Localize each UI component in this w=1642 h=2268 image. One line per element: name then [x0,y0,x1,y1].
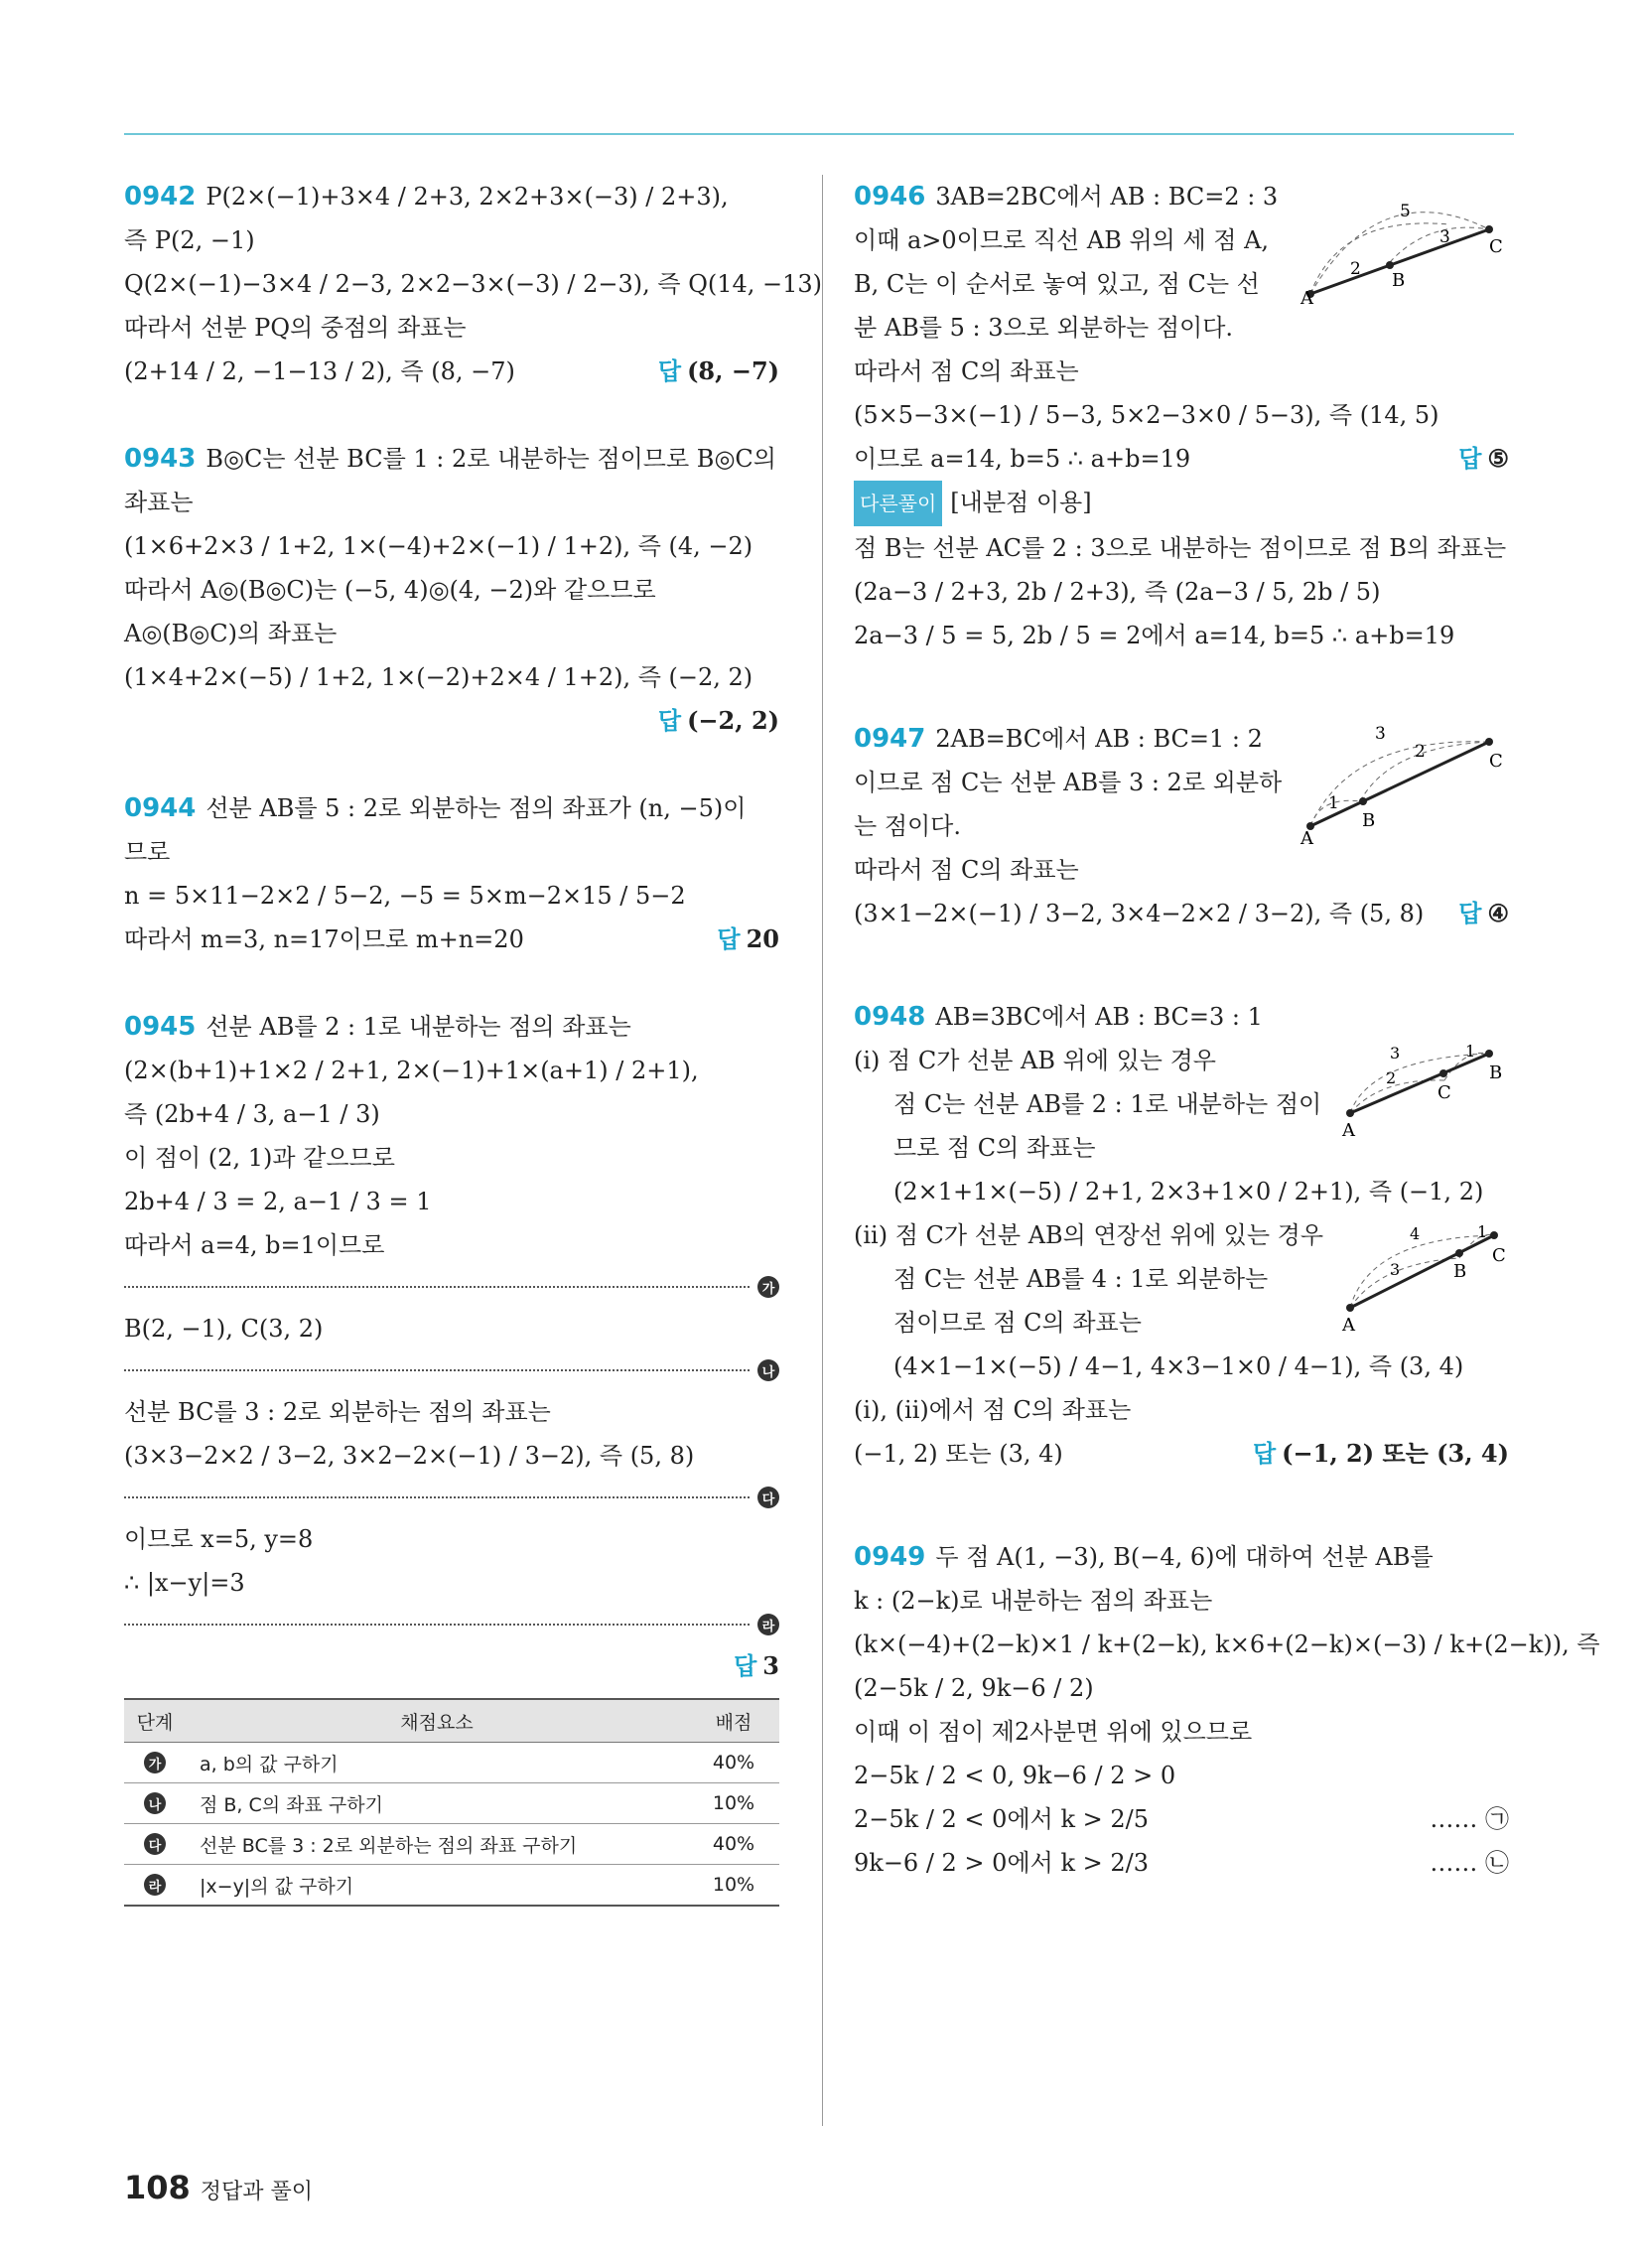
ratio-label: 3 [1375,724,1386,744]
solution-line: 2AB=BC에서 AB : BC=1 : 2 [935,725,1263,753]
solution-line: A◎(B◎C)의 좌표는 [124,620,338,647]
table-header: 배점 [688,1699,779,1743]
solution-line: 두 점 A(1, −3), B(−4, 6)에 대하여 선분 AB를 [935,1543,1434,1571]
problem-0945 [124,1005,779,1907]
answer-label: 답 [734,1652,757,1680]
table-cell: 40% [688,1743,779,1783]
equation-marker: …… ㉡ [1430,1849,1509,1877]
solution-line: 9k−6 / 2 > 0에서 k > 2/3 [854,1849,1149,1877]
solution-line: 점이므로 점 C의 좌표는 [893,1309,1142,1337]
solution-line: 점 B는 선분 AC를 2 : 3으로 내분하는 점이므로 점 B의 좌표는 [854,534,1507,562]
ratio-label: 3 [1439,227,1450,247]
step-marker: 나 [144,1792,166,1814]
solution-line: 따라서 A◎(B◎C)는 (−5, 4)◎(4, −2)와 같으므로 [124,576,656,604]
answer-value: (8, −7) [687,356,779,385]
equation-marker: …… ㉠ [1430,1805,1509,1833]
solution-line: 즉 P(2, −1) [124,226,255,254]
column-divider [822,175,823,2126]
left-column [124,175,823,1950]
point-label: B [1362,810,1376,831]
problem-0944 [124,786,779,961]
answer-label: 답 [1458,445,1482,473]
solution-line: (2a−3 / 2+3, 2b / 2+3), 즉 (2a−3 / 5, 2b / 5) [854,578,1381,606]
solution-line: (2×1+1×(−5) / 2+1, 2×3+1×0 / 2+1), 즉 (−1, 2) [893,1178,1484,1205]
point-label: B [1392,270,1406,291]
solution-line: 분 AB를 5 : 3으로 외분하는 점이다. [854,314,1234,342]
solution-line: (k×(−4)+(2−k)×1 / k+(2−k), k×6+(2−k)×(−3) / k+(2−k)), 즉 [854,1630,1600,1658]
ratio-label: 1 [1328,793,1339,813]
problem-number: 0945 [124,1012,197,1042]
ratio-label: 3 [1390,1044,1401,1063]
solution-line: 따라서 점 C의 좌표는 [854,357,1079,385]
answer [1253,1432,1509,1476]
step-marker: 라 [757,1614,779,1635]
solution-line: 는 점이다. [854,812,961,840]
ratio-label: 2 [1350,259,1361,279]
solution-line: 선분 AB를 5 : 2로 외분하는 점의 좌표가 (n, −5)이 [205,794,747,822]
problem-0948 [854,995,1509,1476]
solution-line: (1×4+2×(−5) / 1+2, 1×(−2)+2×4 / 1+2), 즉 (−2, 2) [124,663,753,691]
segment-diagram [1281,717,1509,846]
solution-line: 므로 [124,838,171,866]
scoring-table [124,1698,779,1907]
solution-line: 따라서 점 C의 좌표는 [854,856,1079,884]
solution-line: 따라서 선분 PQ의 중점의 좌표는 [124,314,467,342]
problem-number: 0946 [854,182,926,212]
answer [124,699,779,743]
table-cell: 점 B, C의 좌표 구하기 [186,1783,688,1824]
table-row [124,1743,779,1783]
answer-value: (−1, 2) 또는 (3, 4) [1282,1439,1509,1468]
solution-line: 2a−3 / 5 = 5, 2b / 5 = 2에서 a=14, b=5 ∴ a+b=19 [854,622,1455,649]
problem-0949 [854,1535,1600,1885]
segment-diagram [1330,1039,1509,1148]
answer-value: ④ [1487,899,1509,927]
solution-line: 즉 (2b+4 / 3, a−1 / 3) [124,1100,380,1128]
table-cell: 10% [688,1865,779,1907]
ratio-label: 1 [1465,1042,1476,1061]
solution-line: 점 C는 선분 AB를 2 : 1로 내분하는 점이 [893,1090,1322,1118]
solution-line: 이 점이 (2, 1)과 같으므로 [124,1144,395,1172]
point-label: C [1489,236,1503,257]
page-footer [124,2169,313,2206]
solution-line: 2−5k / 2 < 0, 9k−6 / 2 > 0 [854,1762,1176,1789]
solution-line: P(2×(−1)+3×4 / 2+3, 2×2+3×(−3) / 2+3), [205,183,729,211]
table-header: 단계 [124,1699,186,1743]
ratio-label: 2 [1415,742,1426,762]
solution-line: (i), (ii)에서 점 C의 좌표는 [854,1396,1132,1424]
solution-line: 이므로 x=5, y=8 [124,1525,314,1553]
answer [658,350,779,393]
solution-line: (2+14 / 2, −1−13 / 2), 즉 (8, −7) [124,357,515,385]
answer-value: 3 [762,1651,779,1680]
top-rule [124,133,1514,135]
solution-line: (2×(b+1)+1×2 / 2+1, 2×(−1)+1×(a+1) / 2+1), [124,1057,699,1084]
point-label: C [1437,1082,1451,1103]
scoring-divider [124,1478,779,1517]
answer-value: 20 [746,924,779,953]
point-label: B [1489,1063,1503,1083]
scoring-divider [124,1605,779,1644]
solution-line: B◎C는 선분 BC를 1 : 2로 내분하는 점이므로 B◎C의 [205,445,776,473]
table-cell: 선분 BC를 3 : 2로 외분하는 점의 좌표 구하기 [186,1824,688,1865]
ratio-label: 5 [1400,202,1411,221]
solution-line: ∴ |x−y|=3 [124,1569,245,1597]
solution-line: (3×1−2×(−1) / 3−2, 3×4−2×2 / 3−2), 즉 (5, 8) [854,900,1425,927]
solution-line: (1×6+2×3 / 1+2, 1×(−4)+2×(−1) / 1+2), 즉 (4, −2) [124,532,753,560]
solution-line: (i) 점 C가 선분 AB 위에 있는 경우 [854,1047,1216,1074]
solution-line: 따라서 m=3, n=17이므로 m+n=20 [124,925,524,953]
problem-number: 0949 [854,1542,926,1572]
table-cell: 10% [688,1783,779,1824]
solution-line: 점 C는 선분 AB를 4 : 1로 외분하는 [893,1265,1269,1293]
solution-line: n = 5×11−2×2 / 5−2, −5 = 5×m−2×15 / 5−2 [124,882,686,910]
point-label: C [1492,1245,1506,1266]
step-marker: 나 [757,1359,779,1381]
answer-value: ⑤ [1487,444,1509,473]
scoring-divider [124,1267,779,1307]
ratio-label: 3 [1390,1260,1401,1279]
solution-line: 선분 AB를 2 : 1로 내분하는 점의 좌표는 [205,1013,631,1041]
point-label: C [1489,751,1503,772]
table-row [124,1824,779,1865]
solution-line: (ii) 점 C가 선분 AB의 연장선 위에 있는 경우 [854,1221,1324,1249]
solution-line: B(2, −1), C(3, 2) [124,1315,324,1343]
point-label: A [1342,1120,1355,1141]
step-marker: 가 [144,1752,166,1773]
answer-label: 답 [1458,900,1482,927]
problem-number: 0947 [854,724,926,754]
solution-line: 3AB=2BC에서 AB : BC=2 : 3 [935,183,1279,211]
solution-line: (5×5−3×(−1) / 5−3, 5×2−3×0 / 5−3), 즉 (14, 5) [854,401,1439,429]
ratio-label: 4 [1410,1224,1421,1243]
scoring-divider [124,1350,779,1390]
answer [1458,892,1509,935]
answer [124,1644,779,1688]
table-row [124,1865,779,1907]
solution-line: 이므로 점 C는 선분 AB를 3 : 2로 외분하 [854,769,1283,796]
solution-line: 선분 BC를 3 : 2로 외분하는 점의 좌표는 [124,1398,551,1426]
problem-0943 [124,437,779,743]
right-column [854,175,1600,1928]
table-cell: a, b의 값 구하기 [186,1743,688,1783]
problem-number: 0942 [124,182,197,212]
problem-number: 0948 [854,1002,926,1032]
answer-label: 답 [657,357,682,385]
solution-line: (4×1−1×(−5) / 4−1, 4×3−1×0 / 4−1), 즉 (3, 4) [893,1352,1464,1380]
solution-line: 따라서 a=4, b=1이므로 [124,1231,385,1259]
problem-number: 0943 [124,444,197,474]
answer-label: 답 [1252,1440,1277,1468]
answer-value: (−2, 2) [687,706,779,735]
table-cell: |x−y|의 값 구하기 [186,1865,688,1907]
alt-solution-title: [내분점 이용] [950,489,1092,516]
page-number: 108 [124,2169,191,2206]
solution-line: AB=3BC에서 AB : BC=3 : 1 [935,1003,1263,1031]
answer-label: 답 [657,707,682,735]
ratio-label: 2 [1386,1068,1397,1087]
ratio-label: 1 [1477,1222,1488,1241]
table-header: 채점요소 [186,1699,688,1743]
answer [1458,437,1509,481]
point-label: A [1300,828,1313,846]
step-marker: 라 [144,1874,166,1896]
segment-diagram [1281,175,1509,304]
problem-0947 [854,717,1509,935]
solution-line: 이므로 a=14, b=5 ∴ a+b=19 [854,445,1191,473]
problem-0946 [854,175,1509,657]
solution-line: 므로 점 C의 좌표는 [893,1134,1096,1162]
problem-0942 [124,175,823,393]
point-label: B [1453,1261,1467,1282]
footer-text: 정답과 풀이 [200,2180,314,2204]
step-marker: 다 [757,1487,779,1508]
solution-line: (3×3−2×2 / 3−2, 3×2−2×(−1) / 3−2), 즉 (5, 8) [124,1442,695,1470]
solution-line: (2−5k / 2, 9k−6 / 2) [854,1674,1094,1702]
segment-diagram [1330,1213,1509,1333]
solution-line: 2−5k / 2 < 0에서 k > 2/5 [854,1805,1149,1833]
point-label: A [1300,288,1313,304]
solution-line: 좌표는 [124,489,194,516]
solution-line: 이때 이 점이 제2사분면 위에 있으므로 [854,1718,1253,1746]
solution-line: B, C는 이 순서로 놓여 있고, 점 C는 선 [854,270,1260,298]
answer [717,918,779,961]
step-marker: 가 [757,1276,779,1298]
solution-line: k : (2−k)로 내분하는 점의 좌표는 [854,1587,1213,1615]
solution-line: 이때 a>0이므로 직선 AB 위의 세 점 A, [854,226,1270,254]
problem-number: 0944 [124,793,197,823]
point-label: A [1342,1315,1355,1333]
solution-line: Q(2×(−1)−3×4 / 2−3, 2×2−3×(−3) / 2−3), 즉 Q(14, −13) [124,270,823,298]
step-marker: 다 [144,1833,166,1855]
answer-label: 답 [717,925,741,953]
alt-solution-tag: 다른풀이 [854,481,942,526]
table-row [124,1783,779,1824]
solution-line: 2b+4 / 3 = 2, a−1 / 3 = 1 [124,1188,432,1215]
table-cell: 40% [688,1824,779,1865]
solution-line: (−1, 2) 또는 (3, 4) [854,1440,1063,1468]
